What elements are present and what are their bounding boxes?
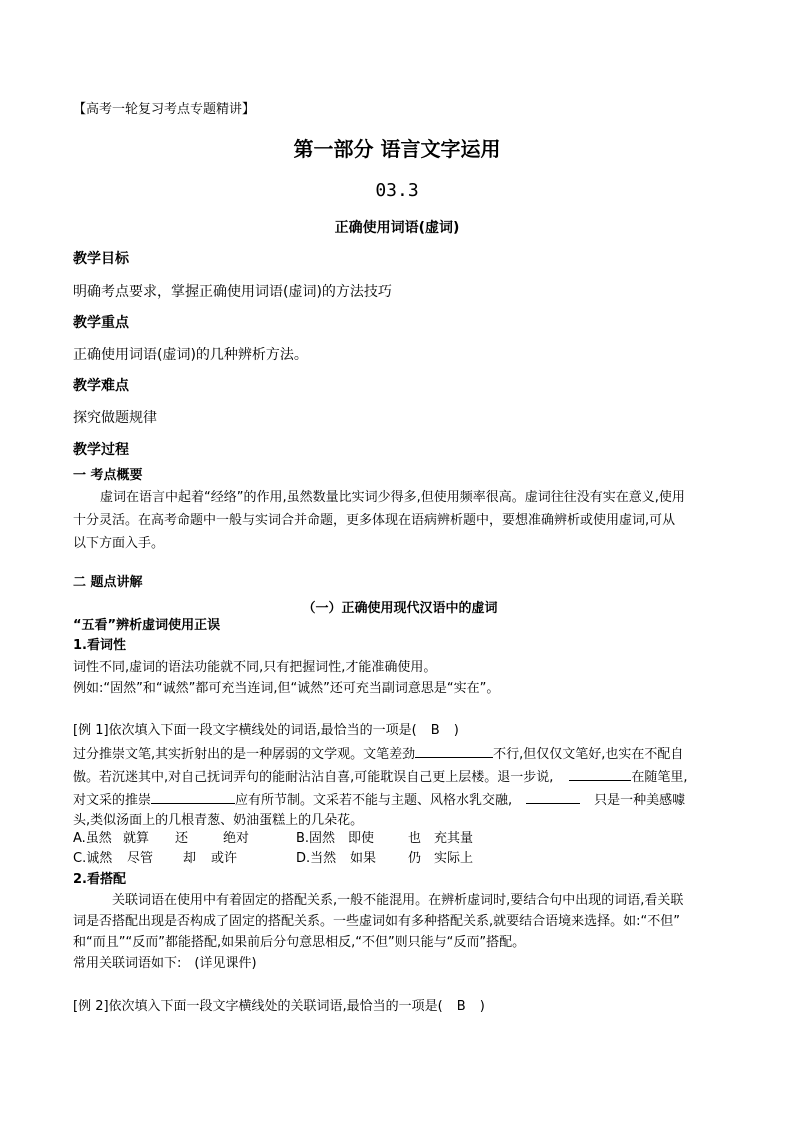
item1-line-1: 词性不同,虚词的语法功能就不同,只有把握词性,才能准确使用。 <box>73 660 437 675</box>
difficulty-heading: 教学难点 <box>73 378 129 394</box>
example2-prompt-text: [例 2]依次填入下面一段文字横线处的关联词语,最恰当的一项是( <box>73 999 443 1014</box>
example1-line2-text-b: 在随笔里, <box>631 770 688 785</box>
option-c-word-4: 或许 <box>211 851 238 866</box>
option-d-word-2: 如果 <box>350 851 377 866</box>
example1-prompt-close: ) <box>453 723 459 738</box>
fill-blank-2 <box>569 768 631 781</box>
item2-line-2: 词是否搭配出现是否构成了固定的搭配关系。一些虚词如有多种搭配关系,就要结合语境来选择。如:“不但” <box>73 914 680 929</box>
process-heading: 教学过程 <box>73 442 129 458</box>
option-b-word-3: 也 <box>408 831 422 846</box>
points-heading: 二 题点讲解 <box>73 575 143 590</box>
option-c-word-2: 尽管 <box>127 851 154 866</box>
example1-line-3 <box>73 791 685 809</box>
option-c[interactable] <box>73 851 271 867</box>
goal-heading: 教学目标 <box>73 251 129 267</box>
example1-line3-text-a: 对文采的推崇 <box>73 793 152 808</box>
example1-line3-text-b: 应有所节制。文采若不能与主题、风格水乳交融, <box>235 793 513 808</box>
overview-heading: 一 考点概要 <box>73 468 143 483</box>
lesson-code: 03.3 <box>375 180 419 201</box>
fill-blank-1 <box>415 745 493 758</box>
item2-line-4: 常用关联词语如下: (详见课件) <box>73 956 257 971</box>
option-b-word-2: 即使 <box>348 831 375 846</box>
option-b-word-4: 充其量 <box>434 831 474 846</box>
example1-line3-text-c: 只是一种美感噱 <box>594 793 686 808</box>
method-title: “五看”辨析虚词使用正误 <box>73 618 221 633</box>
example1-answer: B <box>430 723 440 738</box>
example1-prompt-text: [例 1]依次填入下面一段文字横线处的词语,最恰当的一项是( <box>73 723 417 738</box>
goal-text: 明确考点要求，掌握正确使用词语(虚词)的方法技巧 <box>73 284 392 300</box>
option-a-word-3: 还 <box>175 831 189 846</box>
subsection-title: （一）正确使用现代汉语中的虚词 <box>302 601 498 616</box>
option-a-word-1: A.虽然 <box>73 831 112 846</box>
option-a-word-4: 绝对 <box>223 831 250 846</box>
item2-line-3: 和“而且”“反而”都能搭配,如果前后分句意思相反,“不但”则只能与“反而”搭配。 <box>73 935 526 950</box>
example1-line-4: 头,类似汤面上的几根青葱、奶油蛋糕上的几朵花。 <box>73 813 364 828</box>
example2-answer: B <box>456 999 466 1014</box>
item1-title: 1.看词性 <box>73 638 126 653</box>
focus-text: 正确使用词语(虚词)的几种辨析方法。 <box>73 347 308 363</box>
overview-line-1: 虚词在语言中起着“经络”的作用,虽然数量比实词少得多,但使用频率很高。虚词往往没有实在意义,使用 <box>100 490 685 505</box>
example1-line-1 <box>73 745 683 763</box>
option-b[interactable] <box>296 831 494 847</box>
item1-line-2: 例如:“固然”和“诚然”都可充当连词,但“诚然”还可充当副词意思是“实在”。 <box>73 681 500 696</box>
option-b-word-1: B.固然 <box>296 831 336 846</box>
example1-line1-text-a: 过分推崇文笔,其实折射出的是一种孱弱的文学观。文笔差劲 <box>73 747 416 762</box>
option-c-word-3: 却 <box>183 851 197 866</box>
focus-heading: 教学重点 <box>73 315 129 331</box>
overview-line-2: 十分灵活。在高考命题中一般与实词合并命题，更多体现在语病辨析题中，要想准确辨析或使用虚词,可从 <box>73 513 676 528</box>
option-d-word-1: D.当然 <box>296 851 337 866</box>
option-a[interactable] <box>73 831 283 847</box>
part-title: 第一部分 语言文字运用 <box>293 137 501 161</box>
example2-prompt <box>73 999 485 1015</box>
fill-blank-4 <box>526 791 580 804</box>
option-d[interactable] <box>296 851 494 867</box>
header-tag: 【高考一轮复习考点专题精讲】 <box>73 102 256 117</box>
example1-line2-text-a: 傲。若沉迷其中,对自己抚词弄句的能耐沾沾自喜,可能耽误自己更上层楼。退一步说, <box>73 770 554 785</box>
item2-title: 2.看搭配 <box>73 872 126 887</box>
option-d-word-4: 实际上 <box>434 851 474 866</box>
overview-line-3: 以下方面入手。 <box>73 536 165 551</box>
difficulty-text: 探究做题规律 <box>73 410 157 426</box>
option-c-word-1: C.诚然 <box>73 851 113 866</box>
example1-line1-text-b: 不行,但仅仅文笔好,也实在不配自 <box>493 747 684 762</box>
fill-blank-3 <box>151 791 235 804</box>
item2-line-1: 关联词语在使用中有着固定的搭配关系,一般不能混用。在辨析虚词时,要结合句中出现的词语,看关联 <box>112 893 684 908</box>
example2-prompt-close: ) <box>479 999 485 1014</box>
example1-line-2 <box>73 768 688 786</box>
example1-prompt <box>73 723 459 739</box>
option-a-word-2: 就算 <box>123 831 150 846</box>
option-d-word-3: 仍 <box>408 851 422 866</box>
lesson-title: 正确使用词语(虚词) <box>334 220 460 236</box>
